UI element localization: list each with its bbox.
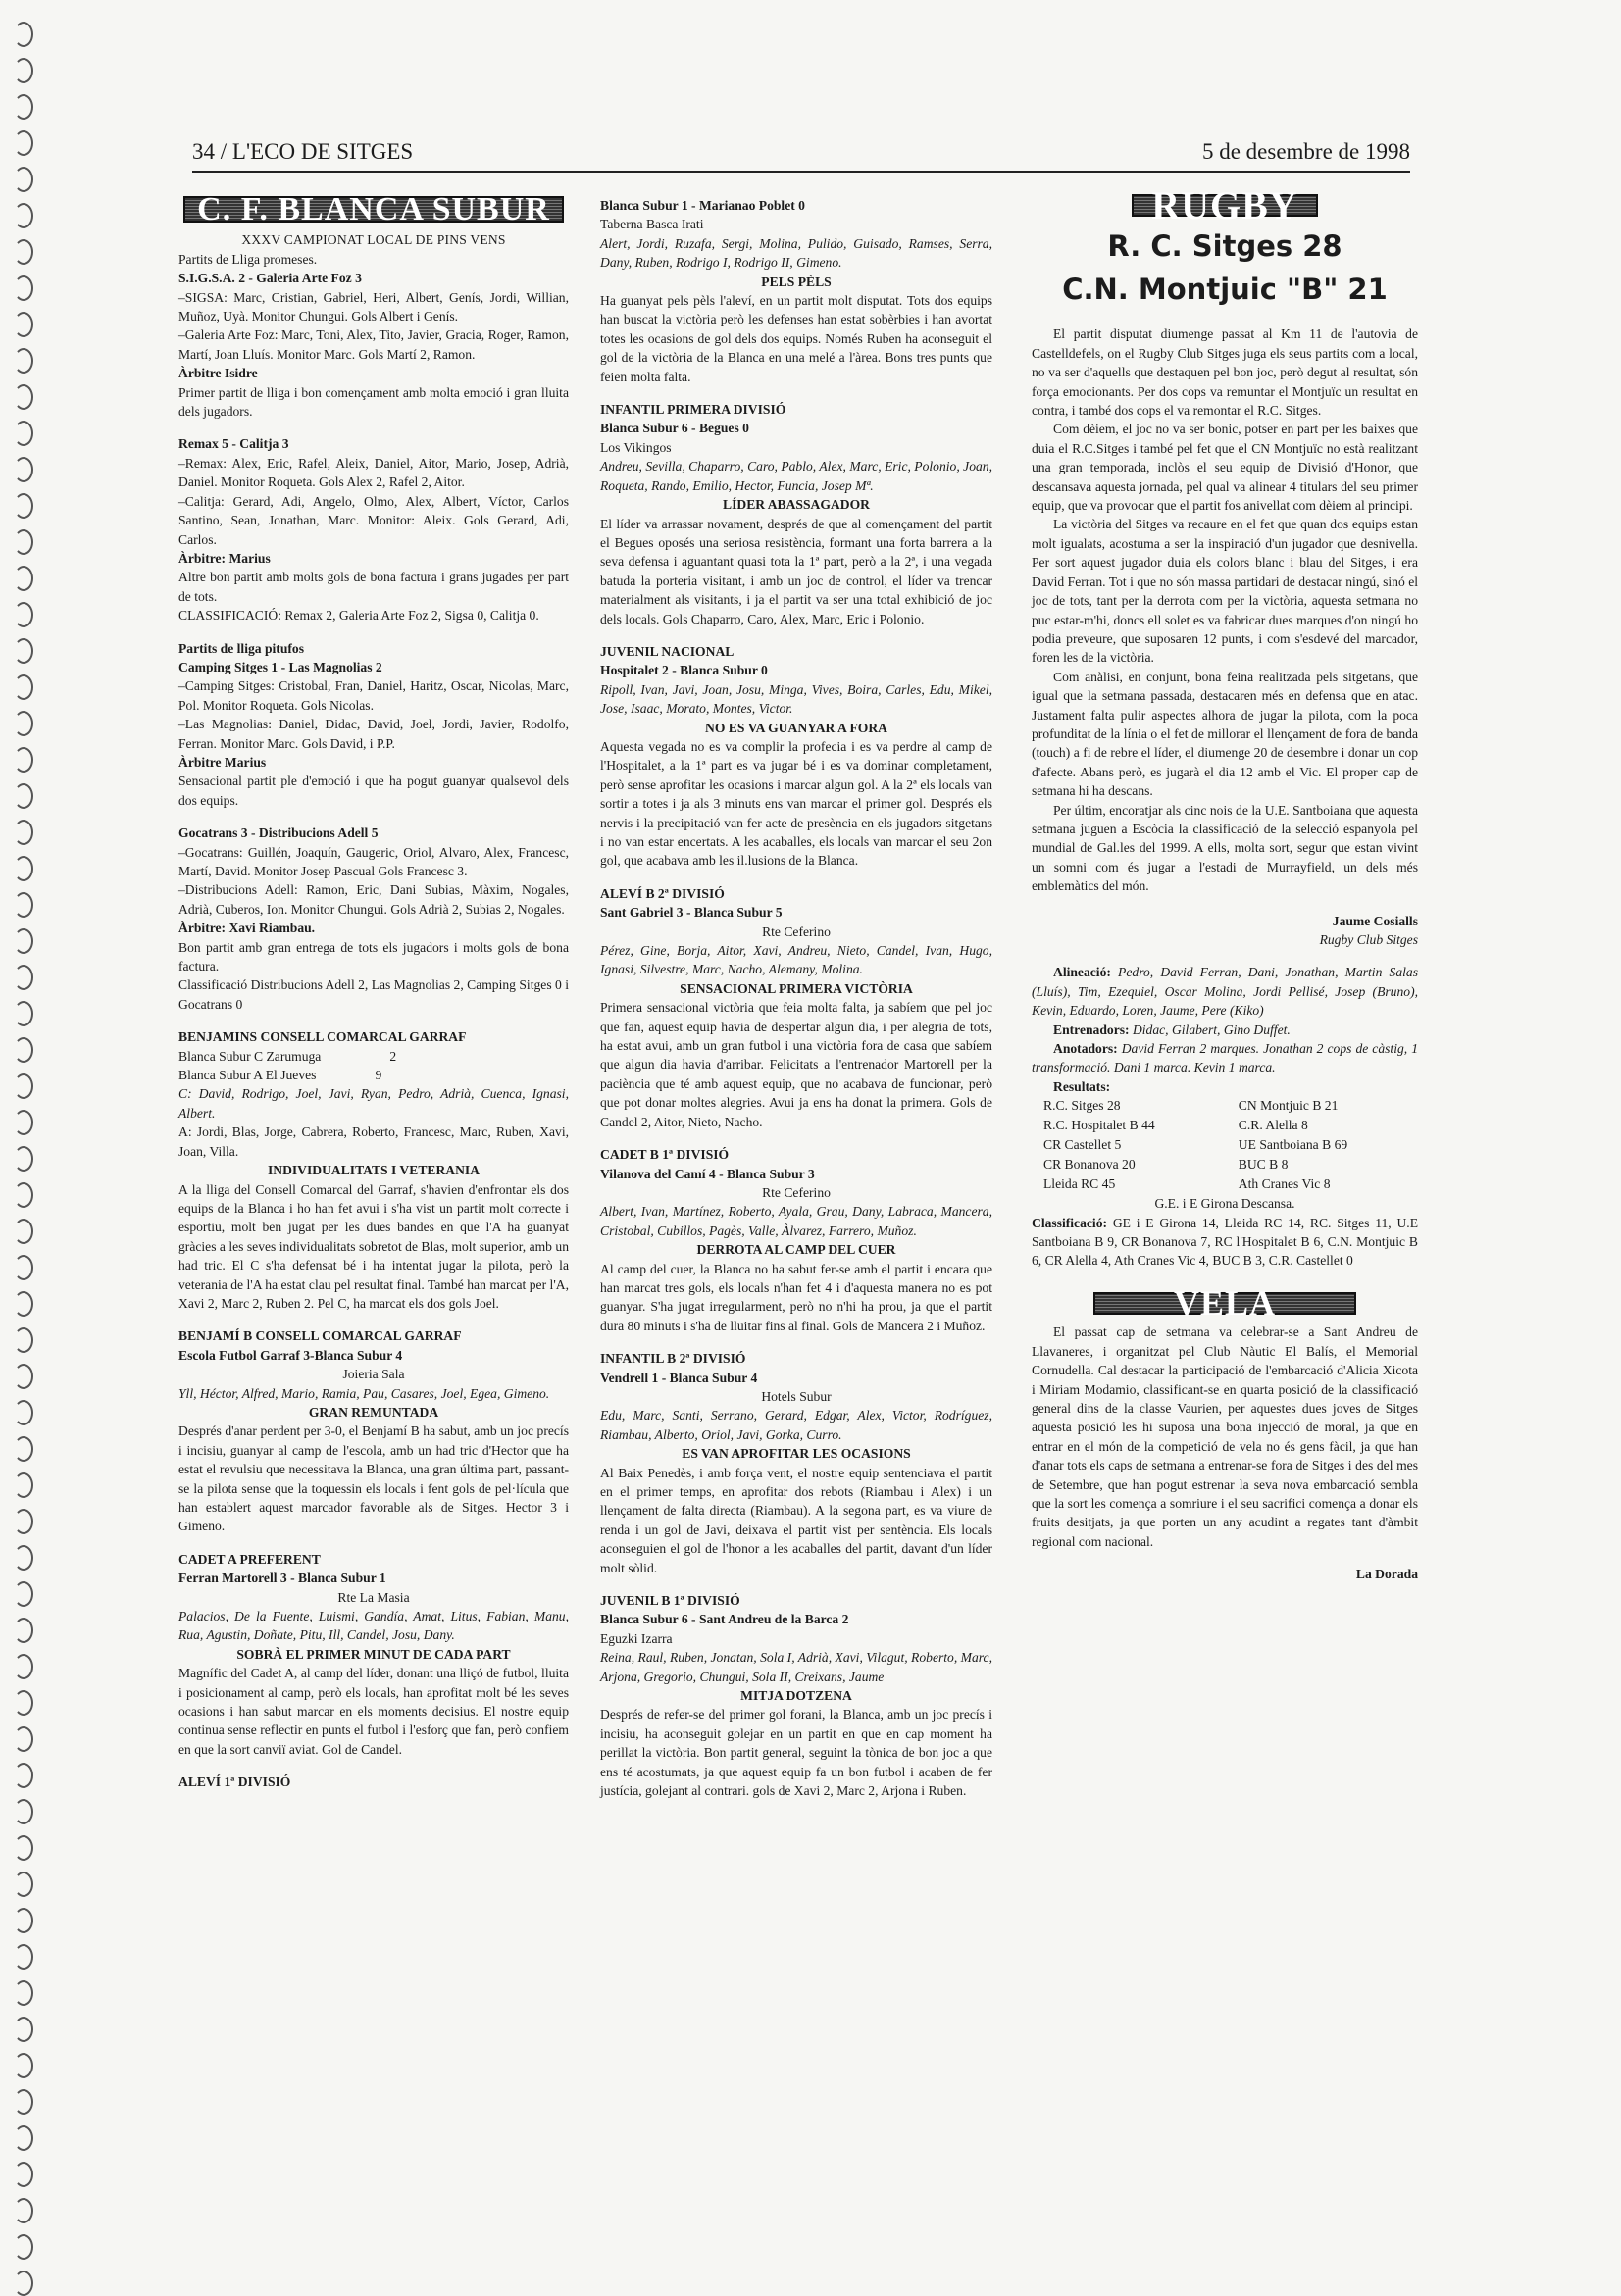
section-title: JUVENIL B 1ª DIVISIÓ — [600, 1593, 740, 1609]
binder-hole — [14, 856, 33, 881]
article-paragraph: Com dèiem, el joc no va ser bonic, potser en part per les baixes que duia el R.C.Sitges i també pel fet que el CN Montjuïc no està realitzant una gran temporada, inclòs el seu equip de Divisió d'Honor, que descansava aquesta jornada, pel qual va alinear 4 titulars del seu primer equip, que va provocar que el partit fos anivellat com dèiem al principi. — [1032, 422, 1418, 514]
lineup: Ripoll, Ivan, Javi, Joan, Josu, Minga, Vives, Boira, Carles, Edu, Mikel, Jose, Isaac, Morato, Montes, Victor. — [600, 681, 992, 717]
binder-hole — [14, 1291, 33, 1317]
binder-hole — [14, 1037, 33, 1063]
rest-note: G.E. i E Girona Descansa. — [1154, 1196, 1295, 1212]
lineup: –Remax: Alex, Eric, Rafel, Aleix, Daniel, Aitor, Mario, Josep, Adrià, Daniel. Monitor Roqueta. Gols Alex 2, Rafel 2, Aitor. — [178, 455, 569, 490]
match-line: Remax 5 - Calitja 3 — [178, 436, 289, 452]
match-report: Primera sensacional victòria que feia molta falta, ja sabíem que pel joc que fan, aquest equip havia de despertar algun dia, i per alegria de tots, ha estat avui, amb un gran futbol i una victòria fora de casa que sabíem que algun dia havia d'arribar. Felicitats a l'entrenador Martorell per la paciència que té amb aquest equip, que no acabava de funcionar, però que pot donar moltes alegries. Avui ja ens ha donat la primera. Gols de Candel 2, Aitor, Nieto, Nacho. — [600, 1000, 992, 1129]
article-paragraph: Per últim, encoratjar als cinc nois de la U.E. Santboiana que aquesta setmana juguen a Escòcia la classificació de la selecció espanyola pel mundial de Gal.les del 1999. A ells, molta sort, segur que estan vivint un somni com és jugar a l'estadi de Murrayfield, un dels més emblemàtics del món. — [1032, 802, 1418, 894]
binder-hole — [14, 928, 33, 954]
section-title: BENJAMINS CONSELL COMARCAL GARRAF — [178, 1029, 467, 1045]
result-away: BUC B 8 — [1238, 1157, 1289, 1173]
binder-hole — [14, 1364, 33, 1389]
author-affiliation: Rugby Club Sitges — [1319, 932, 1418, 947]
match-report: Primer partit de lliga i bon començament amb molta emoció i gran lluita dels jugadors. — [178, 384, 569, 420]
author-name: Jaume Cosialls — [1332, 913, 1418, 928]
binder-hole — [14, 1908, 33, 1933]
result-home: CR Castellet 5 — [1043, 1137, 1122, 1153]
table-row — [1032, 1174, 1418, 1194]
section-title: BENJAMÍ B CONSELL COMARCAL GARRAF — [178, 1328, 462, 1344]
championship-title: XXXV CAMPIONAT LOCAL DE PINS VENS — [241, 232, 506, 248]
match-line: Ferran Martorell 3 - Blanca Subur 1 — [178, 1571, 386, 1586]
binder-hole — [14, 1436, 33, 1462]
banner-text: RUGBY — [1132, 194, 1317, 217]
binder-hole — [14, 94, 33, 120]
team: Blanca Subur A El Jueves — [178, 1068, 317, 1083]
binder-hole — [14, 638, 33, 664]
section-title: CADET A PREFERENT — [178, 1551, 321, 1567]
column-football-2 — [600, 196, 992, 1801]
byline — [1032, 912, 1418, 950]
match-report: Magnífic del Cadet A, al camp del líder, donant una lliçó de futbol, lluita i posicionament al camp, però els locals, han aprofitat molt bé les seves ocasions i han sabut marcar en els moments decisius. El nostre equip continua sense reflectir en punts el futbol i l'esforç que fan, però confiem en que la sort canviï aviat. Gol de Candel. — [178, 1666, 569, 1757]
binder-hole — [14, 602, 33, 627]
match-line: Vendrell 1 - Blanca Subur 4 — [600, 1370, 758, 1385]
binder-hole — [14, 1654, 33, 1679]
lineup: –Camping Sitges: Cristobal, Fran, Daniel, Haritz, Oscar, Nicolas, Marc, Pol. Monitor Roqueta. Gols Nicolas. — [178, 678, 569, 713]
article-paragraph: Com anàlisi, en conjunt, bona feina realitzada pels sitgetans, que igual que la setmana passada, destacaren més en defensa que en atac. Justament falta pulir aspectes alhora de jugar la pilota, com la poca profunditat de la línia o el fet de millorar el llençament de fora de banda (touch) a fi de rebre el líder, el diumenge 20 de desembre i donar un cop d'afecte. Abans però, es jugarà el dia 12 amb el Vic. El proper cap de setmana hi ha descans. — [1032, 669, 1418, 799]
match-report: Altre bon partit amb molts gols de bona factura i grans jugades per part de tots. — [178, 570, 569, 604]
value: Pedro, David Ferran, Dani, Jonathan, Martin Salas (Lluís), Tim, Ezequiel, Oscar Molina, Jordi Pellisé, Josep (Bruno), Kevin, Eduardo, Loren, Jaume, Pere (Kiko) — [1032, 965, 1418, 1019]
sponsor: Rte Ceferino — [762, 923, 831, 939]
report-headline: SOBRÀ EL PRIMER MINUT DE CADA PART — [236, 1646, 511, 1662]
sponsor: Eguzki Izarra — [600, 1630, 673, 1646]
binder-hole — [14, 1690, 33, 1716]
section-title: ALEVÍ B 2ª DIVISIÓ — [600, 885, 725, 901]
lineup: Reina, Raul, Ruben, Jonatan, Sola I, Adrià, Xavi, Vilagut, Roberto, Marc, Arjona, Gregorio, Chungui, Sola II, Creixans, Jaume — [600, 1650, 992, 1684]
referee: Àrbitre Isidre — [178, 366, 258, 381]
binder-hole — [14, 22, 33, 47]
result-away: UE Santboiana B 69 — [1238, 1137, 1348, 1153]
binder-hole — [14, 1182, 33, 1208]
binder-hole — [14, 1472, 33, 1498]
headline-line: C.N. Montjuic "B" 21 — [1062, 273, 1388, 307]
binder-hole — [14, 1327, 33, 1353]
binder-hole — [14, 312, 33, 337]
binder-hole — [14, 2162, 33, 2187]
match-line: Escola Futbol Garraf 3-Blanca Subur 4 — [178, 1347, 403, 1363]
binder-hole — [14, 457, 33, 482]
referee: Àrbitre: Marius — [178, 550, 271, 566]
page-folio: 34 / L'ECO DE SITGES — [192, 139, 414, 164]
binder-hole — [14, 1618, 33, 1643]
lineup: –Distribucions Adell: Ramon, Eric, Dani Subias, Màxim, Nogales, Adrià, Cuberos, Ion. Monitor Chungui. Gols Adrià 2, Subias 2, Nogales. — [178, 882, 569, 917]
section-title: CADET B 1ª DIVISIÓ — [600, 1147, 730, 1163]
binder-hole — [14, 421, 33, 446]
match-report: Després de refer-se del primer gol forani, la Blanca, amb un joc precís i incisiu, ha aconseguit golejar en un partit en que en cap moment ha perillat la victòria. Bon partit general, seguint la tònica de bon joc a que ens té acostumats, ja que aquest equip fa un bon futbol i acaben de fer justícia, golejant al contrari. gols de Xavi 2, Marc 2, Arjona i Ruben. — [600, 1707, 992, 1799]
binder-hole — [14, 1872, 33, 1897]
text-line: Partits de Lliga promeses. — [178, 251, 318, 267]
result-away: C.R. Alella 8 — [1238, 1118, 1308, 1133]
binder-hole — [14, 130, 33, 156]
match-report: Sensacional partit ple d'emoció i que ha pogut guanyar qualsevol dels dos equips. — [178, 774, 569, 808]
binder-hole — [14, 529, 33, 555]
binder-hole — [14, 384, 33, 410]
section-title: ALEVÍ 1ª DIVISIÓ — [178, 1774, 291, 1790]
label: Entrenadors: — [1053, 1022, 1130, 1037]
binder-hole — [14, 2053, 33, 2078]
section-banner-blanca-subur — [178, 191, 569, 227]
binder-hole — [14, 1073, 33, 1099]
binder-hole — [14, 2089, 33, 2115]
match-line: Blanca Subur 6 - Begues 0 — [600, 421, 749, 436]
match-report: Aquesta vegada no es va complir la profecia i es va perdre al camp de l'Hospitalet, a la 1ª part es va jugar bé i es va dominar completament, però sense aprofitar les ocasions i marcar algun gol. A la 2ª els locals van sortir a totes i ja als 3 minuts ens van marcar el primer gol. Després els nervis i la precipitació van fer acte de presència en els jugadors sitgetans i no van estar encertats. A les acaballes, els locals van marcar el seu 2on gol, que acabava amb les il.lusions de la Blanca. — [600, 738, 992, 869]
match-report: Al Baix Penedès, i amb força vent, el nostre equip sentenciava el partit en el primer temps, en aprofitar dos rebots (Riambau i Alex) i un llençament de falta directa (Riambau). A la segona part, es va viure de renda i un gol de Javi, deixava el partit vist per sentència. Els locals aconseguien el gol de l'honor a les acaballes del partit, davant d'un líder molt sòlid. — [600, 1465, 992, 1575]
article-paragraph: El partit disputat diumenge passat al Km 11 de l'autovia de Castelldefels, on el Rugby Club Sitges juga els seus partits com a local, no va ser d'aquells que destaquen pel bon joc, però degut al resultat, són força emocionants. Per dos cops va remuntar el Montjuïc un resultat en contra, i també dos cops el va remontar el R.C. Sitges. — [1032, 326, 1418, 419]
value: Didac, Gilabert, Gino Duffet. — [1129, 1022, 1291, 1037]
section-subtitle: Partits de lliga pitufos — [178, 640, 305, 656]
section-title: JUVENIL NACIONAL — [600, 643, 735, 659]
report-headline: NO ES VA GUANYAR A FORA — [705, 720, 887, 735]
standings: Classificació Distribucions Adell 2, Las Magnolias 2, Camping Sitges 0 i Gocatrans 0 — [178, 977, 569, 1012]
label: Alineació: — [1053, 965, 1111, 980]
article-paragraph: El passat cap de setmana va celebrar-se a Sant Andreu de Llavaneres, i organitzat pel Club Nàutic El Balís, el Memorial Cornudella. Cal destacar la participació de l'embarcació d'Alicia Xicota i Miriam Modamio, classificant-se en quarta posició de la classificació general dins de la classe Vaurien, per aquestes dues joves de Sitges aquesta posició les hi suposa una bona injecció de moral, ja que en entrar en el món de la competició de vela no és gens fàcil, ja que han d'anar tots els caps de setmana a entrenar-se fora de Sitges i des del mes de Setembre, que han pogut estrenar la seva nova embarcació sembla que la sort les comença a somriure i el seu sacrifici comença a donar els fruits desitjats, ja que porten un any acudint a regates tant d'àmbit regional com nacional. — [1032, 1324, 1418, 1549]
lineup: Andreu, Sevilla, Chaparro, Caro, Pablo, Alex, Marc, Eric, Polonio, Joan, Roqueta, Rando, Emilio, Hector, Funcia, Josep Mª. — [600, 459, 992, 493]
match-report: Bon partit amb gran entrega de tots els jugadors i molts gols de bona factura. — [178, 939, 569, 974]
issue-date: 5 de desembre de 1998 — [1201, 139, 1410, 164]
report-headline: DERROTA AL CAMP DEL CUER — [696, 1242, 896, 1258]
value: David Ferran 2 marques. Jonathan 2 cops de càstig, 1 transformació. Dani 1 marca. Kevin 1 marca. — [1032, 1041, 1418, 1075]
report-headline: ES VAN APROFITAR LES OCASIONS — [682, 1446, 911, 1462]
lineup: –Galeria Arte Foz: Marc, Toni, Alex, Tito, Javier, Gracia, Roger, Ramon, Martí, Joan Lluís. Monitor Marc. Gols Martí 2, Ramon. — [178, 327, 569, 362]
section-title: INFANTIL B 2ª DIVISIÓ — [600, 1351, 746, 1367]
binder-hole — [14, 892, 33, 918]
match-line: Vilanova del Camí 4 - Blanca Subur 3 — [600, 1166, 815, 1181]
binder-hole — [14, 1944, 33, 1970]
report-headline: MITJA DOTZENA — [740, 1688, 852, 1704]
binder-hole — [14, 1799, 33, 1824]
binder-hole — [14, 2198, 33, 2223]
binder-hole — [14, 747, 33, 773]
table-row — [1032, 1155, 1418, 1174]
match-report: El líder va arrassar novament, després de que al començament del partit el Begues oposés una seriosa resistència, formant una forta barrera a la seva defensa i aguantant quasi tota la 1ª part, però a la 2ª, i una vegada batuda la porteria visitant, i amb un joc de control, el líder va trencar materialment als visitants, i ja el partit va ser una total exhibició de joc dels locals. Gols Chaparro, Caro, Alex, Marc, Eric i Polonio. — [600, 516, 992, 626]
score-line — [178, 1047, 569, 1066]
result-home: R.C. Hospitalet B 44 — [1043, 1118, 1155, 1133]
match-report: Després d'anar perdent per 3-0, el Benjamí B ha sabut, amb un joc precís i incisiu, guanyar al camp de l'escola, amb un had tric d'Hector que ha estat el revulsiu que necessitava la Blanca, una gran última part, passant-se la pilota sense que la toquessin els locals i fent gols de pel·lícula que han establert aquest marcador favorable als de Sitges. Hector 3 i Gimeno. — [178, 1423, 569, 1534]
table-row — [1032, 1135, 1418, 1155]
binder-hole — [14, 167, 33, 192]
binder-hole — [14, 348, 33, 374]
referee: Àrbitre Marius — [178, 754, 267, 770]
report-headline: INDIVIDUALITATS I VETERANIA — [267, 1163, 481, 1178]
binder-hole — [14, 674, 33, 700]
report-headline: SENSACIONAL PRIMERA VICTÒRIA — [680, 980, 913, 996]
report-headline: PELS PÈLS — [761, 274, 832, 289]
score: 2 — [389, 1048, 397, 1064]
binder-hole — [14, 1763, 33, 1788]
team: Blanca Subur C Zarumuga — [178, 1048, 322, 1064]
page-header — [192, 137, 1410, 173]
match-report: Ha guanyat pels pèls l'aleví, en un partit molt disputat. Tots dos equips han buscat la victòria però les defenses han estat sobèrbies i han avortat totes les ocasions de gol dels dos equips. Només Ruben ha aconseguit el gol de la victòria de la Blanca en una melé a l'àrea. Bons tres punts que feien molta falta. — [600, 293, 992, 384]
match-report: A la lliga del Consell Comarcal del Garraf, s'havien d'enfrontar els dos equips de la Blanca i ho han fet avui i s'ha vist un partit molt correcte i esportiu, molt ben jugat per les dues bandes en que l'A ha guanyat gràcies a les seves individualitats sobretot de Blas, molt superior, amb un had tric. El C s'ha defensat bé i ha intentat jugar la pilota, però la veterania de l'A ha estat clau pel resultat final. També han marcat per l'A, Xavi 2, Marc 2, Ruben 2. Pel C, ha marcat els dos gols Joel. — [178, 1181, 569, 1311]
rugby-headline — [1032, 225, 1418, 311]
match-line: S.I.G.S.A. 2 - Galeria Arte Foz 3 — [178, 271, 362, 286]
sponsor: Taberna Basca Irati — [600, 217, 704, 232]
lineup: –Gocatrans: Guillén, Joaquín, Gaugeric, Oriol, Alvaro, Alex, Francesc, Martí, David. Monitor Josep Pascual Gols Francesc 3. — [178, 844, 569, 878]
classification — [1032, 1214, 1418, 1271]
binder-hole — [14, 1001, 33, 1026]
binder-hole — [14, 1726, 33, 1752]
binder-hole — [14, 965, 33, 990]
binder-hole — [14, 1110, 33, 1135]
binder-hole — [14, 1219, 33, 1244]
column-football-1 — [178, 191, 569, 1792]
section-title: INFANTIL PRIMERA DIVISIÓ — [600, 402, 786, 418]
match-line: Sant Gabriel 3 - Blanca Subur 5 — [600, 905, 783, 921]
table-row — [1032, 1096, 1418, 1116]
binder-hole — [14, 1545, 33, 1571]
binder-hole — [14, 2017, 33, 2042]
author-name: La Dorada — [1355, 1567, 1418, 1582]
result-away: CN Montjuic B 21 — [1238, 1098, 1339, 1114]
score: 9 — [375, 1068, 382, 1083]
binder-hole — [14, 1509, 33, 1534]
sponsor: Rte La Masia — [337, 1589, 410, 1605]
binder-hole — [14, 1835, 33, 1861]
binder-hole — [14, 1980, 33, 2006]
section-banner-vela — [1032, 1282, 1418, 1323]
lineup: Edu, Marc, Santi, Serrano, Gerard, Edgar, Alex, Victor, Rodríguez, Riambau, Alberto, Oriol, Javi, Gorka, Curro. — [600, 1408, 992, 1442]
results-table — [1032, 1096, 1418, 1194]
sponsor: Joieria Sala — [342, 1367, 405, 1382]
match-line: Camping Sitges 1 - Las Magnolias 2 — [178, 659, 382, 674]
label: Anotadors: — [1053, 1041, 1118, 1057]
lineup: –SIGSA: Marc, Cristian, Gabriel, Heri, Albert, Genís, Jordi, Willian, Muñoz, Uyà. Monitor Chungui. Gols Albert i Genís. — [178, 289, 569, 324]
lineup: Palacios, De la Fuente, Luismi, Gandía, Amat, Litus, Fabian, Manu, Rua, Agustin, Doñate, Pitu, Ill, Candel, Josu, Dany. — [178, 1609, 569, 1643]
binder-hole — [14, 566, 33, 591]
banner-text: C. F. BLANCA SUBUR — [183, 196, 564, 223]
lineup: –Las Magnolias: Daniel, Didac, David, Joel, Jordi, Javier, Rodolfo, Ferran. Monitor Marc. Gols David, i P.P. — [178, 717, 569, 751]
match-line: Blanca Subur 6 - Sant Andreu de la Barca 2 — [600, 1612, 849, 1627]
section-banner-rugby — [1032, 183, 1418, 227]
match-line: Blanca Subur 1 - Marianao Poblet 0 — [600, 198, 805, 213]
report-headline: GRAN REMUNTADA — [308, 1404, 439, 1420]
lineup: Pérez, Gine, Borja, Aitor, Xavi, Andreu, Nieto, Candel, Ivan, Hugo, Ignasi, Silvestre, Marc, Nacho, Alemany, Molina. — [600, 943, 992, 977]
binder-hole — [14, 1255, 33, 1280]
binder-hole — [14, 275, 33, 301]
lineup: A: Jordi, Blas, Jorge, Cabrera, Roberto, Francesc, Marc, Ruben, Xavi, Joan, Villa. — [178, 1124, 569, 1159]
binder-hole — [14, 820, 33, 845]
binder-hole — [14, 1581, 33, 1607]
report-headline: LÍDER ABASSAGADOR — [723, 497, 870, 513]
table-row — [1032, 1116, 1418, 1135]
result-home: R.C. Sitges 28 — [1043, 1098, 1121, 1114]
match-line: Gocatrans 3 - Distribucions Adell 5 — [178, 825, 379, 841]
headline-line: R. C. Sitges 28 — [1107, 229, 1342, 264]
binder-hole — [14, 1146, 33, 1172]
result-home: CR Bonanova 20 — [1043, 1157, 1136, 1173]
binder-hole — [14, 58, 33, 83]
binder-hole — [14, 239, 33, 265]
lineup: Alert, Jordi, Ruzafa, Sergi, Molina, Pulido, Guisado, Ramses, Serra, Dany, Ruben, Rodrigo I, Rodrigo II, Gimeno. — [600, 235, 992, 271]
lineup: –Calitja: Gerard, Adi, Angelo, Olmo, Alex, Albert, Víctor, Carlos Santino, Sean, Jonathan, Marc. Monitor: Aleix. Gols Gerard, Adi, Carlos. — [178, 493, 569, 547]
binder-hole — [14, 2125, 33, 2151]
lineup: Yll, Héctor, Alfred, Mario, Ramia, Pau, Casares, Joel, Egea, Gimeno. — [178, 1385, 550, 1401]
coaches — [1032, 1021, 1418, 1039]
standings: CLASSIFICACIÓ: Remax 2, Galeria Arte Foz 2, Sigsa 0, Calitja 0. — [178, 608, 539, 624]
binder-hole — [14, 493, 33, 519]
lineup — [1032, 963, 1418, 1020]
article-paragraph: La victòria del Sitges va recaure en el fet que quan dos equips estan molt igualats, acostuma a ser la inspiració d'un jugador que desnivella. Per sort aquest jugador duia els colors blanc i blau del Sitges, i era David Ferran. Tot i que no són massa partidari de destacar ningú, sinó el joc de tots, tant per la derrota com per la victòria, aquesta setmana no puc estar-m'hi, doncs ell solet es va fabricar dues marques d'on ningú ho podia preveure, que suposaren 12 punts, i com s'esdevé del marcador, foren les de la victòria. — [1032, 517, 1418, 666]
sponsor: Hotels Subur — [761, 1388, 832, 1404]
results-label: Resultats: — [1053, 1078, 1111, 1094]
result-home: Lleida RC 45 — [1043, 1176, 1116, 1192]
score-line — [178, 1066, 569, 1084]
match-report: Al camp del cuer, la Blanca no ha sabut fer-se amb el partit i encara que han marcat tres gols, els locals n'han fet 4 i d'aquesta manera no es pot guanyar. S'ha jugat irregularment, però no n'hi ha prou, ja que el partit dura 80 minuts i s'ha de lluitar fins al final. Gols de Mancera 2 i Muñoz. — [600, 1261, 992, 1333]
sponsor: Los Vikingos — [600, 439, 672, 455]
sponsor: Rte Ceferino — [762, 1184, 831, 1200]
label: Classificació: — [1032, 1215, 1108, 1230]
banner-text: VELA — [1093, 1292, 1356, 1315]
binder-hole — [14, 203, 33, 228]
result-away: Ath Cranes Vic 8 — [1238, 1176, 1331, 1192]
binder-hole — [14, 783, 33, 809]
value: GE i E Girona 14, Lleida RC 14, RC. Sitges 11, U.E Santboiana B 9, CR Bonanova 7, RC l'Hospitalet B 6, C.N. Montjuic B 6, CR Alella 4, Ath Cranes Vic 4, BUC B 3, C.R. Castellet 0 — [1032, 1215, 1418, 1269]
referee: Àrbitre: Xavi Riambau. — [178, 921, 316, 936]
binder-hole — [14, 711, 33, 736]
lineup: Albert, Ivan, Martínez, Roberto, Ayala, Grau, Dany, Labraca, Mancera, Cristobal, Cubillos, Pagès, Valle, Àlvarez, Farrero, Muñoz. — [600, 1204, 992, 1238]
binder-hole — [14, 2234, 33, 2260]
binder-hole — [14, 2271, 33, 2296]
scorers — [1032, 1039, 1418, 1077]
binder-hole — [14, 1400, 33, 1425]
match-line: Hospitalet 2 - Blanca Subur 0 — [600, 663, 768, 678]
lineup: C: David, Rodrigo, Joel, Javi, Ryan, Pedro, Adrià, Cuenca, Ignasi, Albert. — [178, 1086, 569, 1121]
column-rugby-vela — [1032, 183, 1418, 1584]
binder-holes — [0, 0, 49, 2293]
